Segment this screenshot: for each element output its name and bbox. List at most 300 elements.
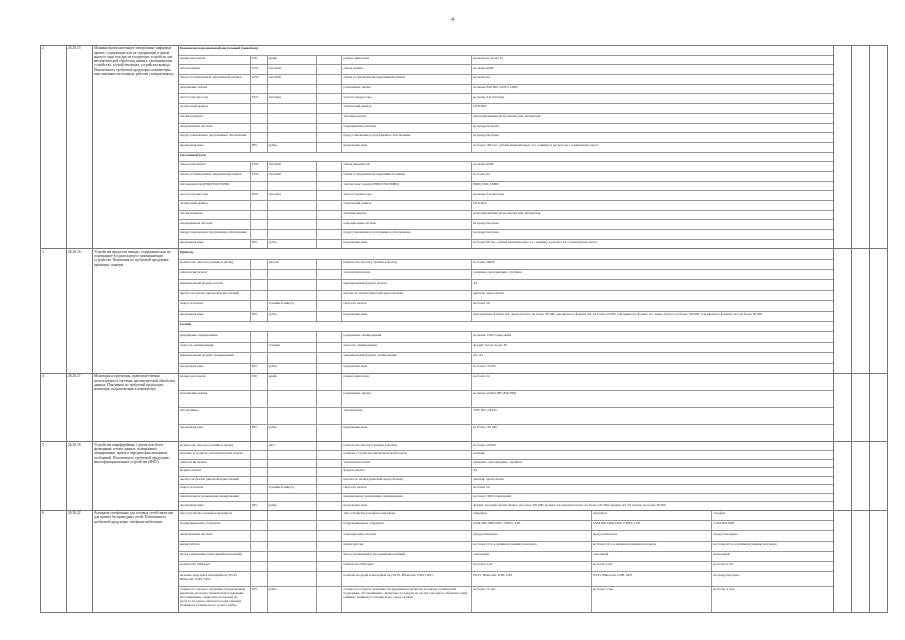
characteristic-cell xyxy=(268,408,318,424)
characteristic-cell: предельная цена xyxy=(179,240,251,249)
characteristic-cell xyxy=(251,552,268,561)
characteristic-cell: 039 xyxy=(251,56,268,65)
characteristic-cell: лист xyxy=(268,442,318,450)
characteristic-cell: объем установленной оперативной памяти xyxy=(342,75,472,84)
characteristic-cell: не более 40 ч. в активном режиме разговора xyxy=(713,541,777,546)
characteristics-block xyxy=(179,442,834,509)
section-row xyxy=(40,441,888,509)
characteristic-cell xyxy=(317,425,342,441)
characteristic-cell xyxy=(317,94,342,103)
extra-column xyxy=(834,46,852,248)
characteristic-cell xyxy=(251,468,268,476)
characteristic-cell: HDD, SSD, SSHD xyxy=(473,181,499,186)
characteristic-cell: не более 50 xyxy=(473,485,490,490)
group-heading xyxy=(179,249,833,259)
okpd-code: 26.20.18 xyxy=(67,442,93,509)
characteristic-cell xyxy=(317,114,342,123)
characteristic-cell: 383 xyxy=(251,143,268,152)
characteristic-cell: рубль xyxy=(268,312,318,321)
characteristic-cell: не предусмотрено xyxy=(473,133,500,138)
characteristic-cell xyxy=(317,494,342,502)
characteristic-row xyxy=(179,182,833,192)
characteristic-cell: количество SIM-карт xyxy=(342,562,472,571)
characteristic-cell xyxy=(317,521,342,530)
characteristic-cell xyxy=(251,332,268,341)
characteristic-row xyxy=(179,572,833,586)
device-type-row xyxy=(179,511,833,521)
characteristic-cell: Wi-Fi, Bluetooth, USB, GPS xyxy=(592,572,713,585)
characteristic-cell: разрешение сканирования xyxy=(342,332,472,341)
characteristic-row xyxy=(179,114,833,124)
extra-column xyxy=(870,374,888,441)
characteristic-row xyxy=(179,521,833,531)
characteristic-cell: разрешение экрана xyxy=(179,391,251,407)
characteristic-cell: 383 xyxy=(251,502,268,510)
characteristic-row xyxy=(179,230,833,240)
characteristic-cell xyxy=(317,270,342,279)
characteristic-cell: GSM 900/1800 xyxy=(713,521,735,526)
characteristic-cell: гигабайт xyxy=(268,172,318,181)
characteristic-cell xyxy=(268,460,318,468)
device-type-cell xyxy=(317,511,342,520)
device-type-cell: тип устройства (телефон/смартфон) xyxy=(179,511,251,520)
characteristic-cell xyxy=(317,220,342,229)
characteristic-cell xyxy=(251,211,268,220)
characteristic-cell: максимальное разрешение сканирования xyxy=(179,494,251,502)
characteristic-cell: количество SIM-карт xyxy=(179,562,251,571)
characteristic-cell: 2931 xyxy=(251,94,268,103)
characteristic-cell xyxy=(251,343,268,352)
characteristic-cell: наличие модулей и интерфейсов (Wi-Fi, Bluetooth, USB, GPS) xyxy=(179,572,251,585)
characteristic-cell xyxy=(317,374,342,390)
characteristics-block xyxy=(179,46,834,248)
characteristic-cell xyxy=(317,408,342,424)
characteristic-cell: скорость сканирования xyxy=(179,343,251,352)
characteristic-row xyxy=(179,143,833,153)
characteristic-cell xyxy=(317,56,342,65)
characteristic-row xyxy=(179,56,833,66)
characteristic-cell: рубль xyxy=(268,502,318,510)
characteristic-cell: операционная система xyxy=(179,220,251,229)
characteristic-cell: гигагерц xyxy=(268,94,318,103)
characteristic-cell xyxy=(317,485,342,493)
characteristic-cell: не более 50000 xyxy=(473,259,495,264)
section-row xyxy=(40,510,888,613)
device-type-cell xyxy=(251,511,268,520)
group-heading xyxy=(179,46,833,56)
section-row xyxy=(40,373,888,441)
characteristic-cell xyxy=(251,291,268,300)
characteristic-cell: 2553 xyxy=(251,172,268,181)
characteristic-row xyxy=(179,280,833,290)
characteristic-cell xyxy=(317,172,342,181)
characteristic-cell: объем установленной оперативной памяти xyxy=(179,75,251,84)
group-heading xyxy=(179,322,833,332)
characteristic-cell: не более 5 тыс. xyxy=(592,587,713,612)
extra-column xyxy=(870,249,888,373)
characteristic-cell: оптический привод xyxy=(342,201,472,210)
device-type-cell: телефон xyxy=(713,511,726,516)
characteristic-cell: частота процессора xyxy=(179,191,251,200)
characteristic-cell xyxy=(251,542,268,551)
characteristic-cell xyxy=(268,521,318,530)
characteristic-cell xyxy=(251,572,268,585)
characteristic-cell xyxy=(317,542,342,551)
characteristic-cell: рубль xyxy=(268,143,318,152)
characteristic-row xyxy=(179,211,833,221)
characteristic-cell xyxy=(268,552,318,561)
characteristic-cell xyxy=(251,301,268,310)
characteristic-cell xyxy=(317,260,342,269)
characteristic-cell: оптический привод xyxy=(179,104,251,113)
characteristic-cell: разрешение экрана xyxy=(342,391,472,407)
characteristic-cell: скорость печати xyxy=(179,301,251,310)
characteristic-cell: рубль xyxy=(268,587,318,612)
characteristic-cell xyxy=(251,353,268,362)
characteristic-cell: скорость сканирования xyxy=(342,343,472,352)
characteristic-cell xyxy=(317,468,342,476)
characteristic-cell: лазерная, светодиодная, струйная xyxy=(473,459,522,464)
characteristic-cell: оптический привод xyxy=(342,104,472,113)
characteristic-cell xyxy=(251,451,268,459)
characteristic-cell xyxy=(268,477,318,485)
extra-column xyxy=(852,442,870,509)
characteristic-cell: частота процессора xyxy=(342,94,472,103)
characteristic-cell xyxy=(268,230,318,239)
characteristic-row xyxy=(179,162,833,172)
characteristic-cell xyxy=(268,201,318,210)
characteristic-cell: размер диагонали xyxy=(179,56,251,65)
characteristic-cell: не более 110 000 xyxy=(473,425,498,430)
characteristic-cell: не более 50 000 xyxy=(473,442,496,447)
characteristic-cell: не предусмотрено xyxy=(713,572,740,577)
characteristic-cell: количество листов (страниц в месяц) xyxy=(342,442,472,450)
characteristic-row xyxy=(179,494,833,503)
characteristic-cell xyxy=(317,182,342,191)
characteristic-cell: не менее не более 32 xyxy=(473,55,504,60)
characteristic-cell: предустановленное программное обеспечение xyxy=(179,230,251,239)
characteristic-row xyxy=(179,301,833,311)
characteristic-cell: гигабайт xyxy=(268,162,318,171)
characteristic-cell xyxy=(251,531,268,540)
characteristic-cell: предельная цена xyxy=(342,502,472,510)
section-row xyxy=(40,45,888,248)
characteristic-row xyxy=(179,124,833,134)
characteristic-cell: GSM 900/1800/1900, UMTS, LTE xyxy=(472,521,592,530)
characteristic-row xyxy=(179,332,833,342)
characteristic-row xyxy=(179,587,833,612)
extra-column xyxy=(852,249,870,373)
characteristic-cell: технология печати xyxy=(179,270,251,279)
characteristic-cell xyxy=(268,85,318,94)
characteristic-row xyxy=(179,85,833,95)
characteristic-cell xyxy=(268,182,318,191)
characteristic-cell: технология печати xyxy=(179,460,251,468)
characteristic-cell xyxy=(268,531,318,540)
characteristic-cell xyxy=(317,191,342,200)
characteristic-cell: не менее 3,6 гигагерц xyxy=(473,191,505,196)
characteristic-cell: TNF, IPS, OLED xyxy=(473,408,497,413)
characteristic-cell: не менее 1200 точек/дюйм xyxy=(473,332,512,337)
characteristic-cell: не предусмотрено xyxy=(473,220,500,225)
characteristic-cell: частота процессора xyxy=(179,94,251,103)
characteristic-row xyxy=(179,343,833,353)
product-name: Мониторы и проекторы, преимущественно используемые в системах автоматической обработки данных. Пояснения по требуемой продукции: мониторы, подключаемые к компьютеру xyxy=(93,374,179,441)
characteristic-cell: технология печати xyxy=(342,460,472,468)
characteristic-row xyxy=(179,460,833,469)
characteristic-cell xyxy=(251,133,268,142)
characteristic-cell: объем установленной оперативной памяти xyxy=(179,172,251,181)
group-heading-text: Компьютер персональный настольный (моноблок) xyxy=(179,46,259,51)
characteristic-cell: не более 64 xyxy=(473,172,490,177)
characteristic-cell: цветность печати (цветной/черно-белый) xyxy=(179,291,251,300)
characteristic-cell xyxy=(268,451,318,459)
characteristic-cell xyxy=(268,562,318,571)
characteristic-cell: гигабайт xyxy=(268,65,318,74)
characteristic-cell xyxy=(268,391,318,407)
characteristic-cell: формат печати xyxy=(342,468,472,476)
characteristic-row xyxy=(179,442,833,451)
characteristic-cell: стр/мин xyxy=(268,343,318,352)
characteristic-cell: объем памяти xyxy=(179,65,251,74)
characteristic-cell: 383 xyxy=(251,425,268,441)
characteristic-cell: операционная система xyxy=(342,220,472,229)
characteristic-cell: не более 100 тыс. рублей включительно за 1 единицу в расчете на 1 комплектное место xyxy=(473,143,599,148)
characteristic-cell: не менее 4096 xyxy=(473,162,494,167)
characteristic-cell: 2553 xyxy=(251,75,268,84)
characteristic-cell: объем накопителя xyxy=(179,162,251,171)
okpd-code: 26.20.17 xyxy=(67,374,93,441)
characteristic-cell xyxy=(251,521,268,530)
row-number: 6 xyxy=(41,511,67,612)
characteristic-cell xyxy=(317,460,342,468)
characteristics-block xyxy=(179,374,834,441)
characteristic-cell xyxy=(317,442,342,450)
characteristic-cell: максимальный формат печати xyxy=(342,280,472,289)
characteristics-block xyxy=(179,249,834,373)
characteristic-row xyxy=(179,65,833,75)
characteristic-cell: предельная цена xyxy=(342,312,472,321)
characteristic-cell: А4, А3 xyxy=(473,353,484,358)
characteristic-row xyxy=(179,291,833,301)
characteristic-cell xyxy=(317,451,342,459)
product-name: Аппараты телефонные для сотовых сетей связи или для прочих беспроводных сетей. Пояснения по требуемой продукции: телефоны мобильные xyxy=(93,511,179,612)
characteristic-cell: не более 50 xyxy=(473,301,490,306)
characteristic-cell: операционная система xyxy=(342,124,472,133)
characteristic-cell: предустановленное программное обеспечение xyxy=(342,230,472,239)
characteristic-cell xyxy=(317,211,342,220)
characteristic-row xyxy=(179,201,833,211)
characteristic-cell: не менее 64 xyxy=(473,75,490,80)
characteristic-cell xyxy=(251,485,268,493)
characteristic-cell: цветность печати (цветной/черно-белый) xyxy=(342,477,472,485)
characteristic-cell: не более 2 шт. xyxy=(592,562,713,571)
device-type-cell xyxy=(268,511,318,520)
product-name: Машины вычислительные электронные цифровые прочие, содержащие или не содержащие в одном корпусе одно или два из следующих устройств для автоматической обработки данных: запоминающие устройства, устройства ввода, устройства вывода. Пояснения по требуемой продукции: компьютеры персональные настольные, рабочие станции вывода xyxy=(93,46,179,248)
characteristic-cell xyxy=(251,85,268,94)
characteristic-cell: 2553 xyxy=(251,65,268,74)
row-number: 3 xyxy=(41,249,67,373)
extra-column xyxy=(834,442,852,509)
characteristic-cell: стоимость годового владения оборудованием (включая договоры технической поддержки, обслуживания, сервисные договоры) из расчета на одного абонента (одну единицу трафика) в течение всего срока службы xyxy=(342,587,472,612)
characteristic-cell: предельная цена xyxy=(179,364,251,373)
characteristic-row xyxy=(179,477,833,486)
characteristic-cell: предустановленное программное обеспечение xyxy=(179,133,251,142)
characteristic-cell: тип матрицы xyxy=(179,408,251,424)
product-name: Устройства периферийные с двумя или более функциями: печать данных, копирование, сканирование, прием и передача факсимильных сообщений. Пояснения по требуемой продукции: многофункциональные устройства (МФУ) xyxy=(93,442,179,509)
device-type-cell: смартфон xyxy=(472,511,592,520)
characteristic-cell: объем установленной оперативной памяти xyxy=(342,172,472,181)
characteristic-cell: предельная цена xyxy=(179,143,251,152)
characteristic-cell: операционная система xyxy=(179,124,251,133)
characteristic-cell: дюйм xyxy=(268,374,318,390)
characteristic-cell: частота процессора xyxy=(342,191,472,200)
characteristic-cell: максимальный формат сканирования xyxy=(342,353,472,362)
characteristic-cell xyxy=(251,270,268,279)
characteristic-cell: рубль xyxy=(268,240,318,249)
characteristic-cell xyxy=(251,391,268,407)
row-number: 2 xyxy=(41,46,67,248)
characteristic-cell: GSM 900/1800/1900, UMTS, LTE xyxy=(592,521,713,530)
extra-column xyxy=(852,374,870,441)
characteristic-cell: время работы xyxy=(342,542,472,551)
characteristic-row xyxy=(179,312,833,322)
okpd-code: 26.30.22 xyxy=(67,511,93,612)
characteristic-cell xyxy=(268,124,318,133)
characteristic-cell xyxy=(251,201,268,210)
characteristic-cell: количество листов (страниц в месяц) xyxy=(179,442,251,450)
characteristic-cell xyxy=(251,460,268,468)
extra-column xyxy=(834,374,852,441)
characteristic-row xyxy=(179,172,833,182)
characteristic-cell: максимальное разрешение сканирования xyxy=(342,494,472,502)
characteristic-cell: разрешение сканирования xyxy=(179,332,251,341)
characteristic-cell: не более 24 ч. в активном режиме разговора xyxy=(472,542,592,551)
characteristic-cell: цветность печати (цветной/черно-белый) xyxy=(179,477,251,485)
characteristics-block xyxy=(179,511,834,612)
characteristic-cell: сенсорный xyxy=(592,552,713,561)
extra-column xyxy=(870,46,888,248)
characteristic-row xyxy=(179,260,833,270)
characteristic-cell xyxy=(317,133,342,142)
row-number: 4 xyxy=(41,374,67,441)
characteristic-cell: предельная цена xyxy=(342,425,472,441)
characteristic-cell: размер диагонали xyxy=(179,374,251,390)
section-row xyxy=(40,248,888,373)
characteristic-cell: гигагерц xyxy=(268,191,318,200)
characteristic-row xyxy=(179,425,833,441)
characteristic-cell: не более 15 тыс. xyxy=(472,587,592,612)
characteristic-cell xyxy=(317,124,342,133)
characteristic-cell xyxy=(317,85,342,94)
extra-column xyxy=(852,511,870,612)
characteristic-cell: количество листов (страниц в месяц) xyxy=(342,260,472,269)
characteristic-row xyxy=(179,485,833,494)
characteristic-cell: поддерживаемые стандарты xyxy=(179,521,251,530)
extra-column xyxy=(852,46,870,248)
characteristic-cell: страниц в минуту xyxy=(268,301,318,310)
characteristic-cell: не более 24 ч. в активном режиме разговора xyxy=(592,542,713,551)
characteristics-table xyxy=(40,45,888,613)
characteristic-cell xyxy=(317,572,342,585)
characteristic-cell xyxy=(317,477,342,485)
characteristic-cell xyxy=(268,468,318,476)
characteristic-cell xyxy=(251,230,268,239)
characteristic-row xyxy=(179,220,833,230)
characteristic-cell: тип накопителя (HDD/SSD/SSHD) xyxy=(179,182,251,191)
characteristic-cell: гигабайт xyxy=(268,75,318,84)
characteristic-cell xyxy=(317,531,342,540)
characteristic-cell xyxy=(317,201,342,210)
characteristic-cell: максимальный формат сканирования xyxy=(179,353,251,362)
characteristic-cell xyxy=(317,104,342,113)
characteristic-row xyxy=(179,94,833,104)
characteristic-cell: интегрированная (встроенная) или дискретная xyxy=(473,210,541,215)
characteristic-cell: не менее 1920x1080 (Full HD) xyxy=(473,391,517,396)
characteristic-cell xyxy=(268,542,318,551)
device-type-cell: тип устройства (телефон/смартфон) xyxy=(342,511,472,520)
characteristic-cell: Для принтера формат А4, черно-белого: не более 50 000; для цветного формат А4: не более 25 000; для принтера формат А3, черно-белого: не более 100 000; для цветного формата А3: не более 50 000 xyxy=(473,311,763,316)
characteristic-cell: не более 24 xyxy=(473,374,490,379)
extra-column xyxy=(870,511,888,612)
characteristic-cell xyxy=(251,562,268,571)
okpd-code: 26.20.16 xyxy=(67,249,93,373)
characteristic-row xyxy=(179,133,833,143)
characteristic-cell xyxy=(268,572,318,585)
characteristic-cell: предельная цена xyxy=(179,312,251,321)
characteristic-cell: тип матрицы xyxy=(342,408,472,424)
characteristic-cell: рубль xyxy=(268,425,318,441)
characteristic-cell: не более 2 шт. xyxy=(713,562,734,567)
group-heading-text: Сканер xyxy=(179,322,192,327)
characteristic-cell: цветная, черно-белая xyxy=(473,476,504,481)
characteristic-cell: предустановлена xyxy=(472,531,592,540)
characteristic-row xyxy=(179,374,833,391)
characteristic-cell xyxy=(317,343,342,352)
characteristic-cell xyxy=(268,332,318,341)
characteristic-cell xyxy=(317,502,342,510)
characteristic-cell: цветность печати (цветной/черно-белый) xyxy=(342,291,472,300)
characteristic-cell xyxy=(317,312,342,321)
characteristic-cell: разрешение экрана xyxy=(179,85,251,94)
characteristic-cell xyxy=(251,408,268,424)
characteristic-row xyxy=(179,364,833,373)
characteristic-row xyxy=(179,502,833,510)
characteristic-cell xyxy=(317,240,342,249)
characteristic-cell: операционная система xyxy=(342,531,472,540)
characteristic-cell: предельная цена xyxy=(179,425,251,441)
characteristic-cell xyxy=(317,364,342,373)
characteristic-cell xyxy=(268,104,318,113)
characteristic-cell: поддерживаемые стандарты xyxy=(342,521,472,530)
characteristic-cell: технология печати xyxy=(342,270,472,279)
characteristic-cell: объем памяти xyxy=(342,65,472,74)
characteristic-cell: кнопочный xyxy=(713,552,730,557)
characteristic-cell xyxy=(251,114,268,123)
characteristic-row xyxy=(179,104,833,114)
characteristic-cell: тип видеокарты xyxy=(342,114,472,123)
characteristic-cell: объем накопителя xyxy=(342,162,472,171)
characteristic-cell: скорость печати xyxy=(342,301,472,310)
characteristic-row xyxy=(179,542,833,552)
characteristic-cell: лазерная, светодиодная, струйная xyxy=(473,270,522,275)
characteristic-cell: наличие устройства автоматической подачи xyxy=(179,451,251,459)
characteristic-row xyxy=(179,270,833,280)
characteristic-cell: максимальный формат печати xyxy=(179,280,251,289)
characteristic-cell: оптический привод xyxy=(179,201,251,210)
group-heading xyxy=(179,153,833,163)
characteristic-cell: 2931 xyxy=(251,191,268,200)
